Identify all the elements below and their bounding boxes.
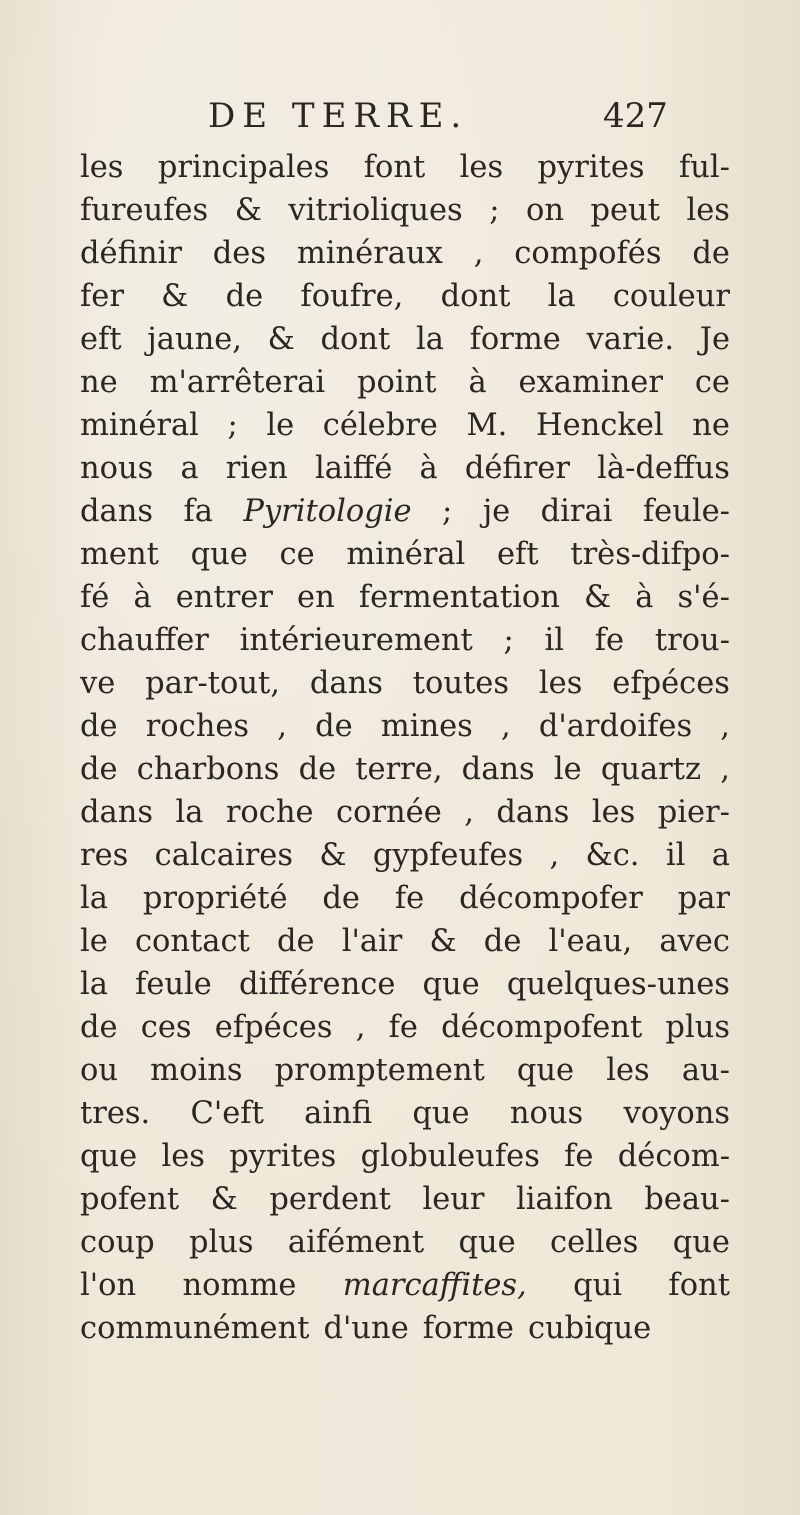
word: ful-	[678, 150, 730, 185]
word: les	[591, 795, 636, 830]
word: l'eau,	[548, 924, 633, 959]
word: font	[363, 150, 426, 185]
word: décom-	[617, 1139, 730, 1174]
word: ,	[464, 795, 474, 830]
word: fe	[594, 623, 625, 658]
word: nous	[509, 1096, 584, 1131]
running-head: DE TERRE.	[208, 96, 469, 136]
text-line	[80, 877, 730, 920]
word: ,	[720, 752, 730, 787]
word: fer	[80, 279, 124, 314]
word: ;	[441, 494, 453, 529]
word: fe	[394, 881, 425, 916]
word: point	[357, 365, 437, 400]
word: a	[180, 451, 199, 486]
word: dans	[496, 795, 570, 830]
word: fe	[564, 1139, 594, 1174]
word: tres.	[80, 1096, 151, 1131]
word: par	[677, 881, 730, 916]
word: que	[516, 1053, 575, 1088]
word: pofent	[80, 1182, 180, 1217]
text-line	[80, 1264, 730, 1307]
word: toutes	[412, 666, 510, 701]
word: a	[711, 838, 730, 873]
word: la	[80, 881, 108, 916]
body-text	[80, 146, 730, 1350]
word: mines	[380, 709, 473, 744]
word: fermentation	[358, 580, 560, 615]
text-line	[80, 318, 730, 361]
word: couleur	[612, 279, 730, 314]
text-line	[80, 791, 730, 834]
word: que	[80, 1139, 138, 1174]
word: décompofer	[459, 881, 643, 916]
word: de	[225, 279, 264, 314]
word: ve	[80, 666, 116, 701]
word: compofés	[514, 236, 662, 271]
word: très-difpo-	[570, 537, 730, 572]
text-line	[80, 447, 730, 490]
word: efpéces	[612, 666, 730, 701]
word: s'é-	[677, 580, 730, 615]
text-line	[80, 1135, 730, 1178]
word: défirer	[464, 451, 570, 486]
word: &	[234, 193, 262, 228]
text-line	[80, 1178, 730, 1221]
word: &	[319, 838, 347, 873]
text-line	[80, 1049, 730, 1092]
text-line	[80, 232, 730, 275]
word: les	[161, 1139, 205, 1174]
word: &	[583, 580, 612, 615]
word: foufre,	[300, 279, 404, 314]
word: cubique	[527, 1311, 652, 1346]
word: font	[668, 1268, 730, 1303]
word: ou	[80, 1053, 119, 1088]
word: perdent	[269, 1182, 391, 1217]
word: que	[672, 1225, 730, 1260]
word: propriété	[142, 881, 288, 916]
word: pier-	[657, 795, 730, 830]
word: ainfi	[304, 1096, 373, 1131]
word: forme	[469, 322, 561, 357]
word: Pyritologie	[243, 494, 412, 529]
word: de	[692, 236, 730, 271]
word: ,	[500, 709, 511, 744]
word: que	[412, 1096, 470, 1131]
text-line	[80, 705, 730, 748]
word: de	[315, 709, 353, 744]
text-line	[80, 189, 730, 232]
word: &	[429, 924, 457, 959]
word: celles	[550, 1225, 639, 1260]
word: aifément	[287, 1225, 425, 1260]
word: dans	[80, 795, 154, 830]
word: ,	[473, 236, 484, 271]
word: les	[686, 193, 730, 228]
word: eft	[497, 537, 539, 572]
word: principales	[157, 150, 330, 185]
word: dans	[461, 752, 535, 787]
word: rien	[225, 451, 288, 486]
word: on	[525, 193, 564, 228]
word: ,	[720, 709, 730, 744]
word: ne	[80, 365, 118, 400]
word: au-	[681, 1053, 730, 1088]
word: feule-	[642, 494, 730, 529]
word: la	[80, 967, 108, 1002]
word: roches	[145, 709, 250, 744]
word: globuleufes	[360, 1139, 540, 1174]
word: les	[606, 1053, 650, 1088]
word: C'eft	[190, 1096, 264, 1131]
word: peut	[590, 193, 660, 228]
word: ce	[279, 537, 315, 572]
word: ;	[503, 623, 514, 658]
page-header	[0, 96, 800, 146]
word: l'on	[80, 1268, 137, 1303]
text-line	[80, 404, 730, 447]
word: varie.	[586, 322, 675, 357]
word: définir	[80, 236, 182, 271]
word: avec	[659, 924, 730, 959]
word: vitrioliques	[288, 193, 463, 228]
word: dans	[309, 666, 383, 701]
page-number: 427	[603, 96, 668, 136]
word: ;	[489, 193, 500, 228]
word: nous	[80, 451, 154, 486]
word: le	[80, 924, 108, 959]
word: contact	[134, 924, 250, 959]
word: ,	[277, 709, 287, 744]
word: Je	[699, 322, 730, 357]
word: la	[547, 279, 576, 314]
word: fa	[183, 494, 213, 529]
word: trou-	[654, 623, 730, 658]
word: que	[458, 1225, 516, 1260]
text-line	[80, 361, 730, 404]
word: ,	[355, 1010, 366, 1045]
word: pyrites	[229, 1139, 337, 1174]
word: de	[80, 752, 118, 787]
word: à	[468, 365, 487, 400]
text-line	[80, 748, 730, 791]
word: le	[266, 408, 295, 443]
text-line	[80, 963, 730, 1006]
word: charbons	[136, 752, 280, 787]
word: m'arrêterai	[149, 365, 326, 400]
word: les	[459, 150, 504, 185]
word: d'ardoifes	[538, 709, 693, 744]
word: ces	[140, 1010, 192, 1045]
word: fé	[80, 580, 110, 615]
word: fe	[388, 1010, 418, 1045]
word: ;	[227, 408, 238, 443]
word: calcaires	[154, 838, 293, 873]
word: beau-	[644, 1182, 730, 1217]
word: jaune,	[147, 322, 242, 357]
word: à	[133, 580, 152, 615]
text-line	[80, 1221, 730, 1264]
word: plus	[665, 1010, 730, 1045]
word: eft	[80, 322, 122, 357]
word: l'air	[341, 924, 403, 959]
word: examiner	[518, 365, 663, 400]
word: les	[80, 150, 124, 185]
word: pyrites	[537, 150, 645, 185]
word: de	[80, 709, 118, 744]
word: &c.	[585, 838, 640, 873]
word: dans	[80, 494, 154, 529]
text-line	[80, 275, 730, 318]
word: ,	[549, 838, 560, 873]
word: dont	[440, 279, 511, 314]
text-line	[80, 1307, 730, 1350]
word: minéral	[346, 537, 466, 572]
word: fureufes	[80, 193, 209, 228]
word: de	[483, 924, 522, 959]
word: marcaffites,	[342, 1268, 527, 1303]
word: de	[298, 752, 337, 787]
word: moins	[150, 1053, 243, 1088]
word: dont	[320, 322, 391, 357]
word: intérieurement	[239, 623, 473, 658]
word: par-tout,	[145, 666, 280, 701]
word: communément	[80, 1311, 310, 1346]
word: coup	[80, 1225, 155, 1260]
word: M.	[466, 408, 508, 443]
word: res	[80, 838, 129, 873]
word: liaifon	[516, 1182, 613, 1217]
text-line	[80, 619, 730, 662]
word: en	[297, 580, 335, 615]
word: dirai	[540, 494, 613, 529]
word: la	[175, 795, 204, 830]
text-line	[80, 920, 730, 963]
text-line	[80, 834, 730, 877]
word: ment	[80, 537, 159, 572]
word: différence	[238, 967, 396, 1002]
text-line	[80, 490, 730, 533]
word: plus	[188, 1225, 254, 1260]
word: feule	[135, 967, 212, 1002]
word: laiffé	[314, 451, 393, 486]
word: &	[161, 279, 189, 314]
word: Henckel	[535, 408, 664, 443]
word: &	[267, 322, 295, 357]
word: à	[635, 580, 654, 615]
word: promptement	[274, 1053, 485, 1088]
text-line	[80, 576, 730, 619]
word: ne	[692, 408, 730, 443]
word: &	[210, 1182, 238, 1217]
word: minéral	[80, 408, 199, 443]
word: que	[190, 537, 248, 572]
word: leur	[422, 1182, 485, 1217]
word: efpéces	[214, 1010, 333, 1045]
text-line	[80, 1092, 730, 1135]
word: voyons	[623, 1096, 730, 1131]
word: il	[544, 623, 565, 658]
word: que	[422, 967, 480, 1002]
word: de	[80, 1010, 118, 1045]
text-line	[80, 662, 730, 705]
word: célebre	[322, 408, 438, 443]
word: le	[553, 752, 582, 787]
word: gypfeufes	[372, 838, 524, 873]
word: quartz	[600, 752, 702, 787]
word: je	[482, 494, 511, 529]
word: cornée	[336, 795, 442, 830]
word: roche	[225, 795, 314, 830]
word: quelques-unes	[506, 967, 730, 1002]
word: les	[538, 666, 583, 701]
word: chauffer	[80, 623, 209, 658]
word: il	[665, 838, 686, 873]
word: forme	[422, 1311, 514, 1346]
word: des	[212, 236, 266, 271]
word: entrer	[175, 580, 273, 615]
word: terre,	[355, 752, 443, 787]
word: d'une	[323, 1311, 409, 1346]
word: nomme	[182, 1268, 297, 1303]
word: décompofent	[441, 1010, 643, 1045]
word: là-deffus	[597, 451, 730, 486]
word: ce	[694, 365, 730, 400]
text-line	[80, 533, 730, 576]
text-line	[80, 1006, 730, 1049]
word: qui	[573, 1268, 623, 1303]
word: la	[416, 322, 444, 357]
word: de	[276, 924, 315, 959]
text-line	[80, 146, 730, 189]
word: minéraux	[296, 236, 443, 271]
word: à	[419, 451, 438, 486]
word: de	[322, 881, 360, 916]
